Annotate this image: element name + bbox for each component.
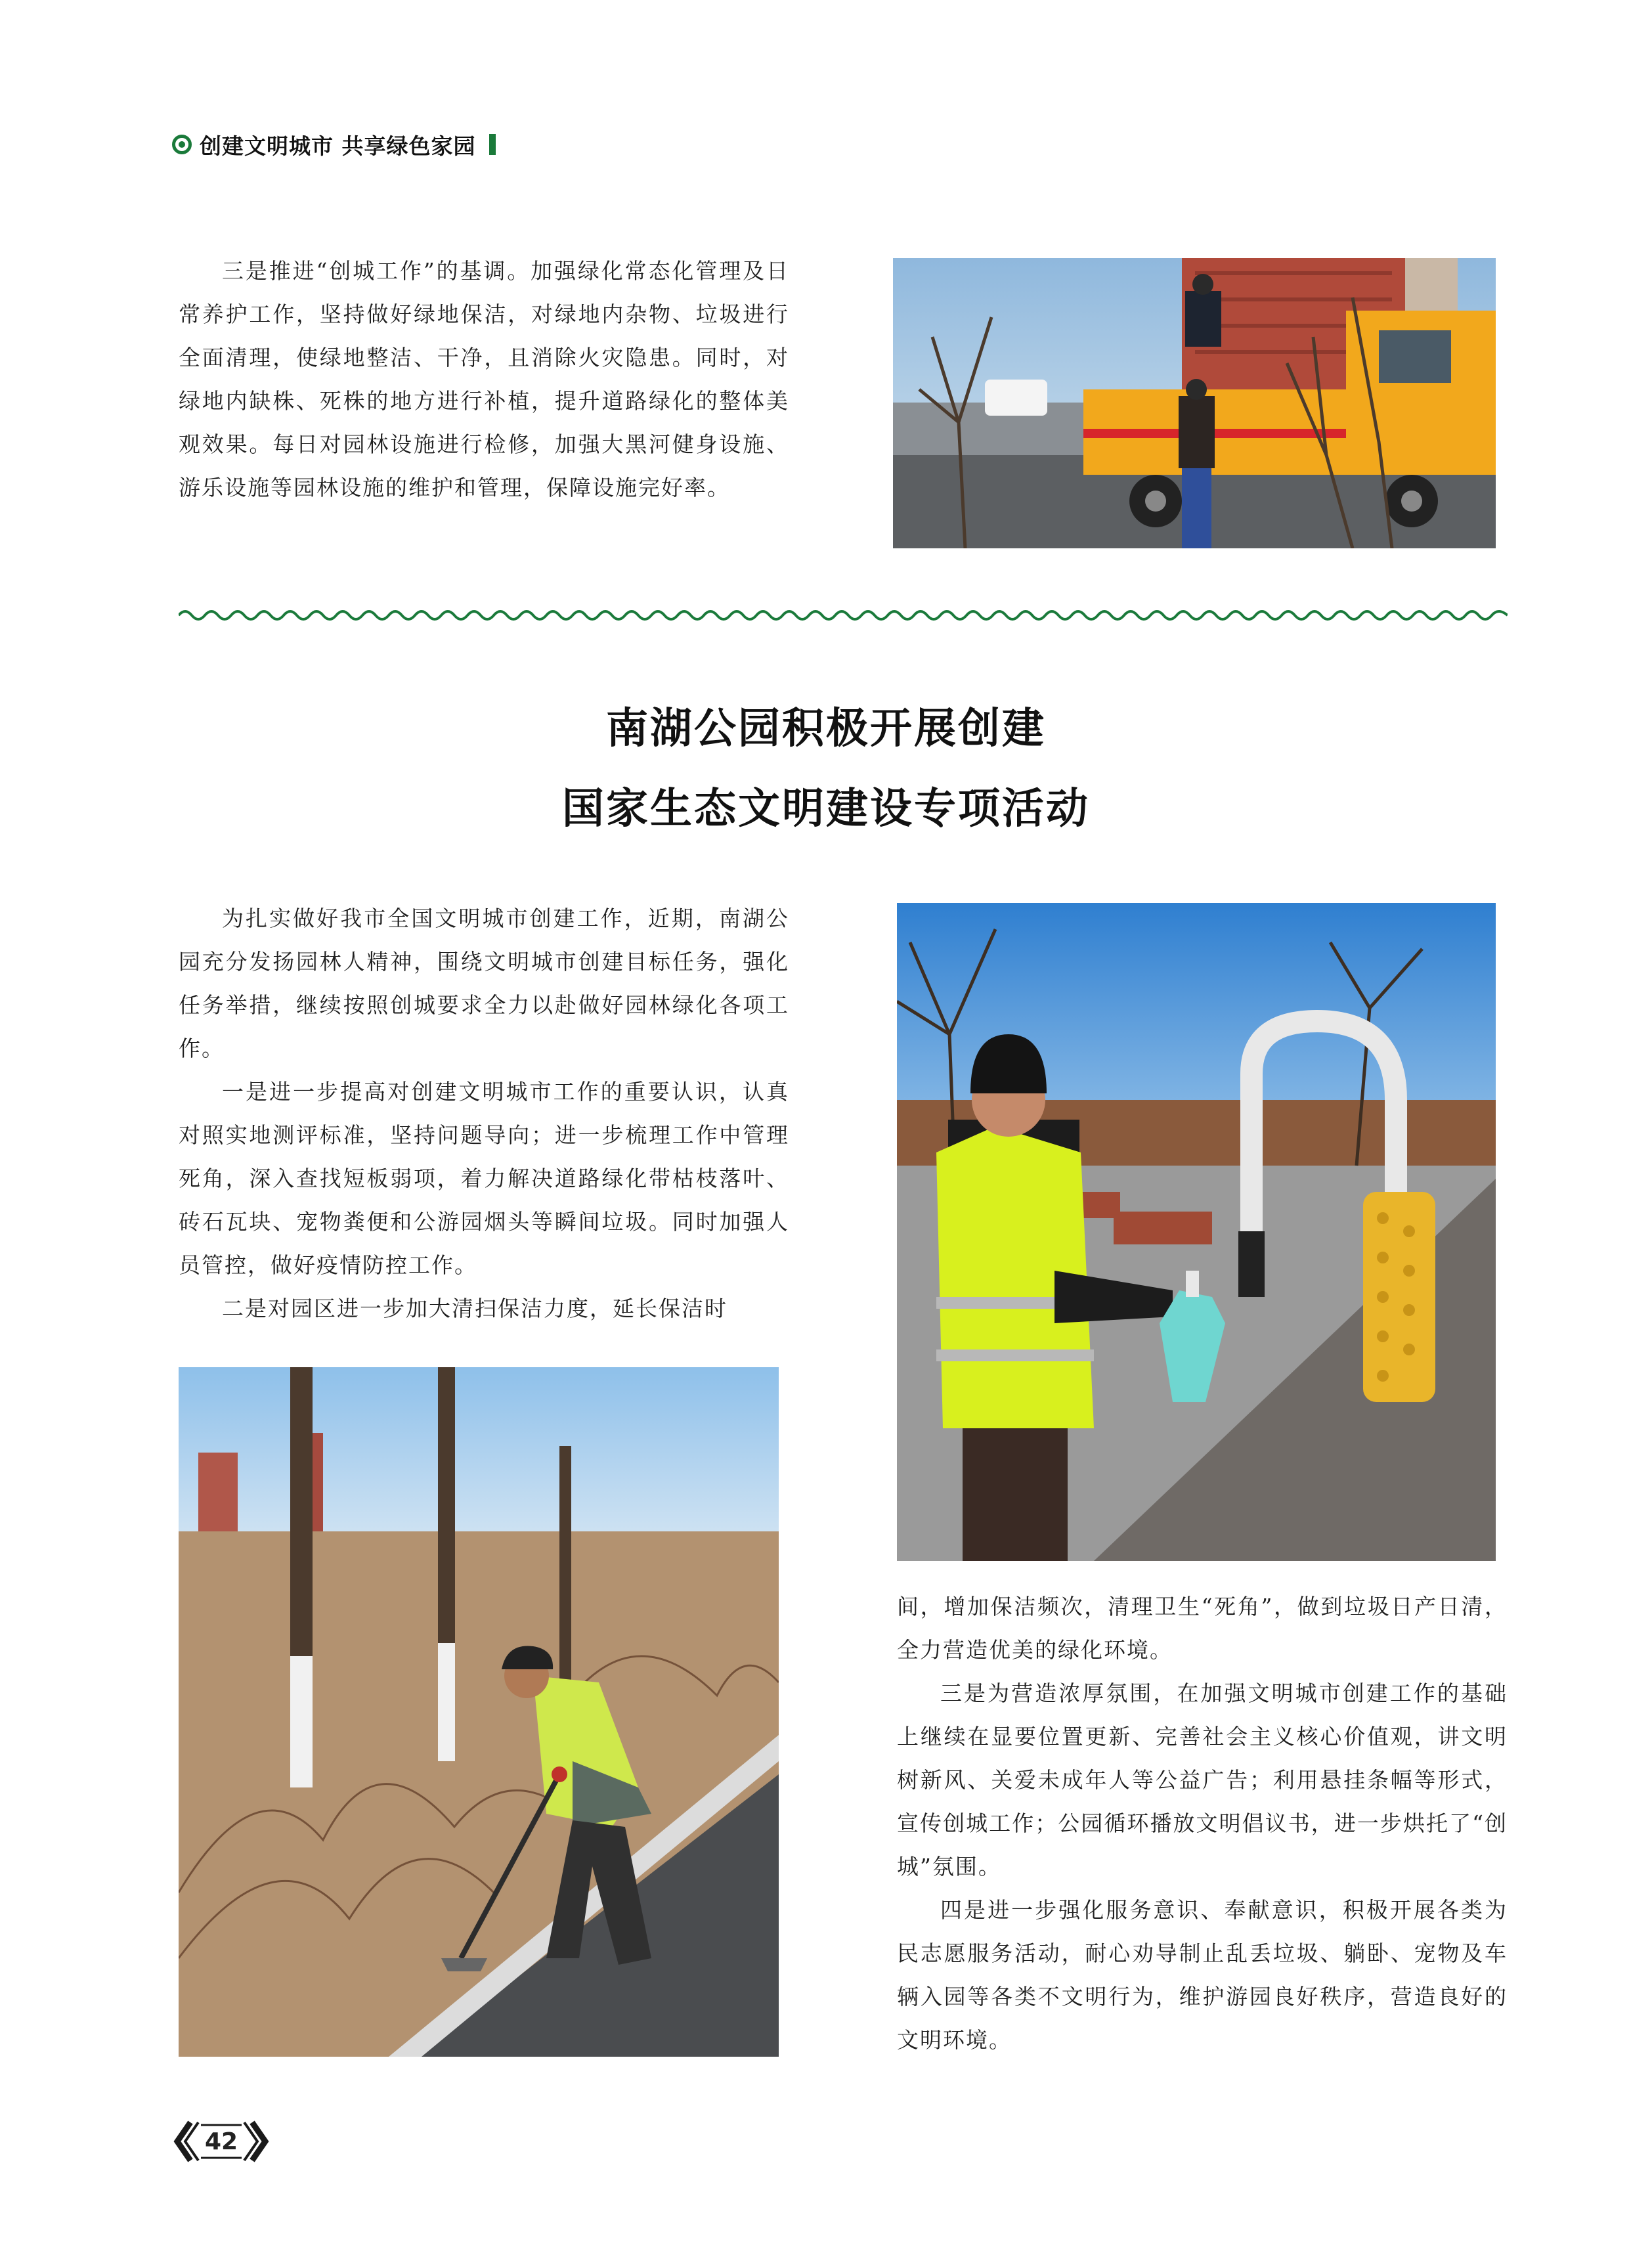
article-title-line1: 南湖公园积极开展创建 <box>606 705 1046 753</box>
section1-paragraph: 三是推进“创城工作”的基调。加强绿化常态化管理及日常养护工作，坚持做好绿地保洁，对绿地内杂物、垃圾进行全面清理，使绿地整洁、干净，且消除火灾隐患。同时，对绿地内缺株、死株的地方进行补植，提升道路绿化的整体美观效果。每日对园林设施进行检修，加强大黑河健身设施、游乐设施等园林设施的维护和管理，保障设施完好率。 <box>179 258 789 500</box>
photo-truck-workers <box>893 258 1496 548</box>
right-paragraph-3: 四是进一步强化服务意识、奉献意识，积极开展各类为民志愿服务活动，耐心劝导制止乱丢垃圾、躺卧、宠物及车辆入园等各类不文明行为，维护游园良好秩序，营造良好的文明环境。 <box>897 1897 1508 2053</box>
article-title-line2: 国家生态文明建设专项活动 <box>562 785 1090 833</box>
page-number: 42 <box>204 2128 238 2155</box>
header-accent-bar <box>489 134 496 155</box>
running-header <box>172 129 496 160</box>
photo-worker-raking <box>179 1367 779 2057</box>
right-paragraph-1: 间，增加保洁频次，清理卫生“死角”，做到垃圾日产日清，全力营造优美的绿化环境。 <box>897 1594 1508 1663</box>
wavy-divider <box>179 605 1508 625</box>
circle-logo-icon <box>172 135 192 154</box>
header-title: 创建文明城市 共享绿色家园 <box>200 133 476 159</box>
left-paragraph-3: 二是对园区进一步加大清扫保洁力度，延长保洁时 <box>222 1296 728 1321</box>
left-paragraph-2: 一是进一步提高对创建文明城市工作的重要认识，认真对照实地测评标准，坚持问题导向；进一步梳理工作中管理死角，深入查找短板弱项，着力解决道路绿化带枯枝落叶、砖石瓦块、宠物粪便和公游园烟头等瞬间垃圾。同时加强人员管控，做好疫情防控工作。 <box>179 1079 789 1278</box>
photo-worker-disinfecting <box>897 903 1496 1561</box>
page-number-badge <box>172 2120 271 2163</box>
right-paragraph-2: 三是为营造浓厚氛围，在加强文明城市创建工作的基础上继续在显要位置更新、完善社会主义核心价值观，讲文明树新风、关爱未成年人等公益广告；利用悬挂条幅等形式，宣传创城工作；公园循环播放文明倡议书，进一步烘托了“创城”氛围。 <box>897 1680 1508 1879</box>
left-paragraph-1: 为扎实做好我市全国文明城市创建工作，近期，南湖公园充分发扬园林人精神，围绕文明城市创建目标任务，强化任务举措，继续按照创城要求全力以赴做好园林绿化各项工作。 <box>179 906 789 1061</box>
